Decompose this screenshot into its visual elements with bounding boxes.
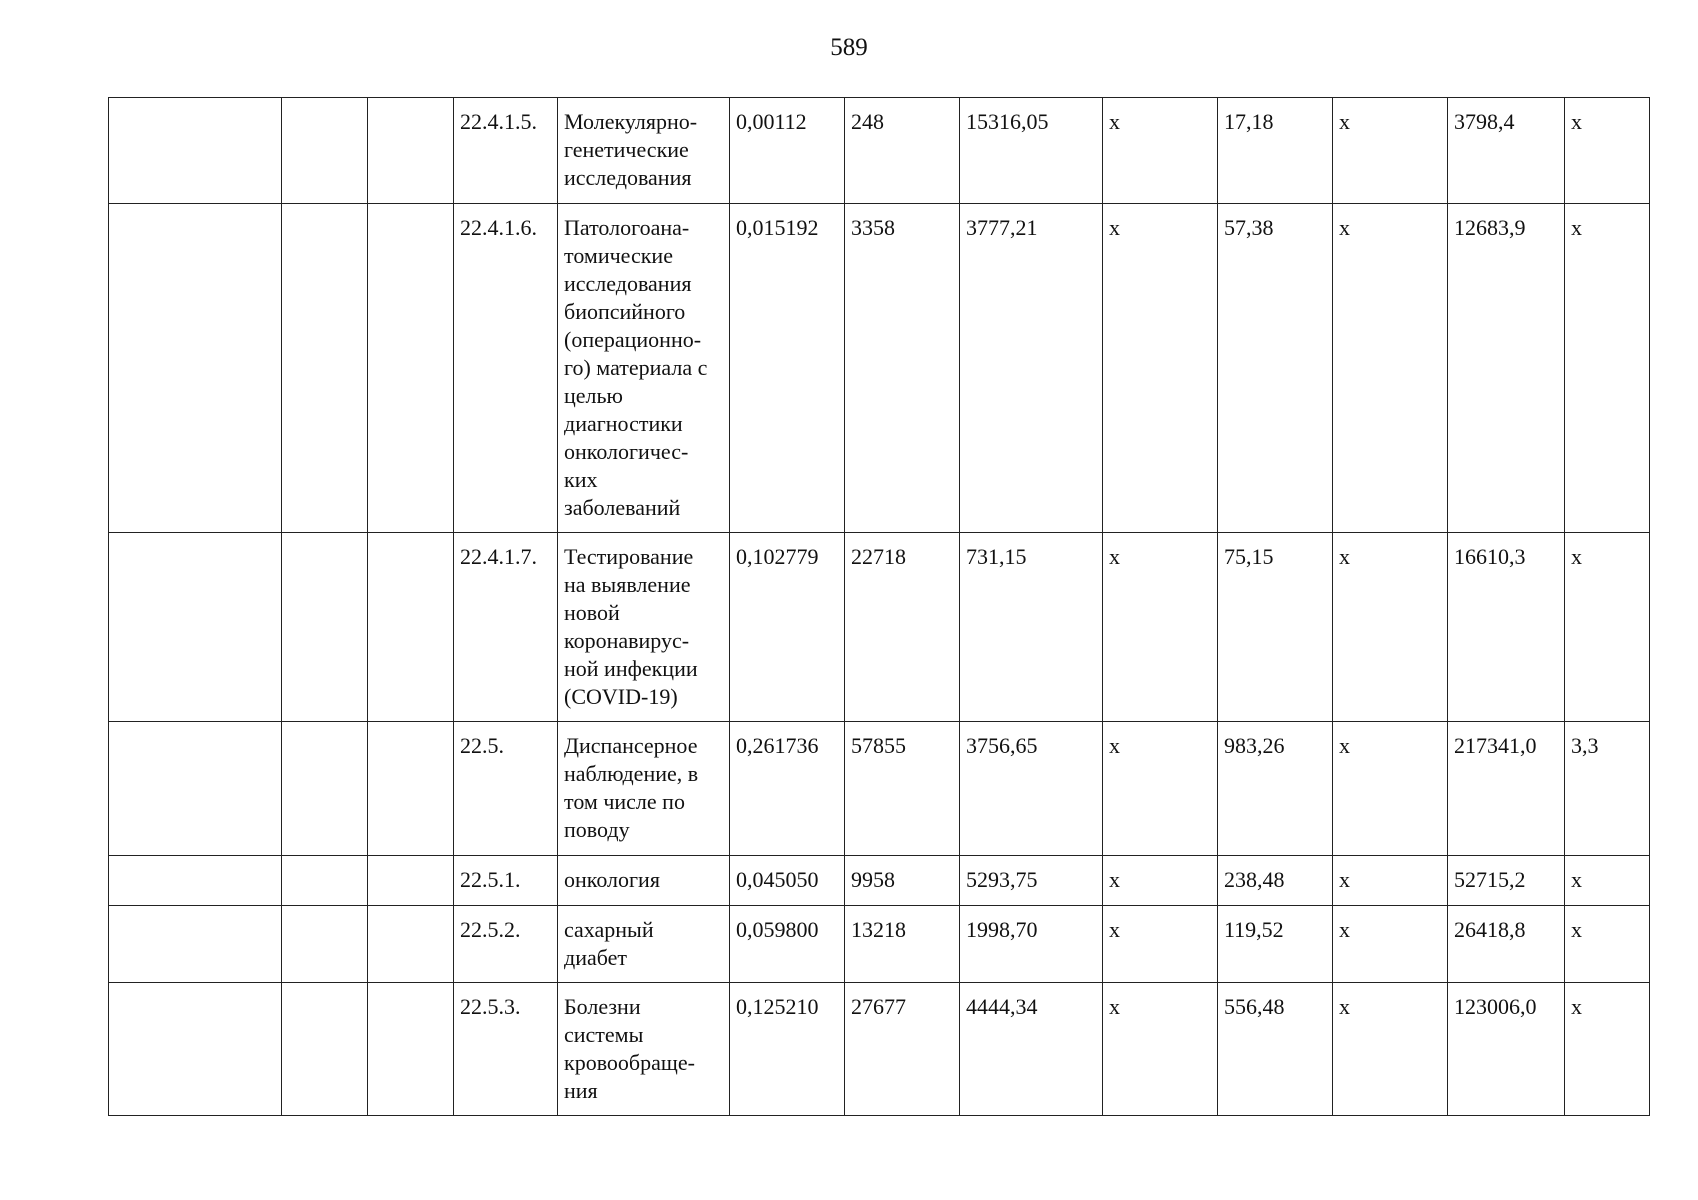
empty-cell (109, 98, 282, 204)
row-last-cell: 3,3 (1565, 722, 1650, 856)
row-share-cell: 0,102779 (730, 533, 845, 722)
row-code-cell: 22.5.1. (454, 856, 558, 906)
row-count-cell: 9958 (845, 856, 960, 906)
row-name-cell: Патологоана- томические исследования биопсийного (операционно- го) материала с целью диагностики онкологичес- ких заболеваний (558, 204, 730, 533)
row-name-cell: онкология (558, 856, 730, 906)
row-last-cell: х (1565, 856, 1650, 906)
row-last-cell: х (1565, 204, 1650, 533)
row-total-cell: 16610,3 (1448, 533, 1565, 722)
row-name-cell: Тестирование на выявление новой коронавирус- ной инфекции (COVID-19) (558, 533, 730, 722)
empty-cell (368, 98, 454, 204)
row-total-cell: 3798,4 (1448, 98, 1565, 204)
row-value-cell: 75,15 (1218, 533, 1333, 722)
row-share-cell: 0,059800 (730, 906, 845, 983)
row-count-cell: 27677 (845, 983, 960, 1116)
row-last-cell: х (1565, 98, 1650, 204)
row-total-cell: 26418,8 (1448, 906, 1565, 983)
empty-cell (368, 856, 454, 906)
row-code-cell: 22.4.1.7. (454, 533, 558, 722)
row-col-x1-cell: х (1103, 906, 1218, 983)
table-row (109, 533, 1650, 722)
row-col-x2-cell: х (1333, 98, 1448, 204)
empty-cell (109, 204, 282, 533)
empty-cell (368, 533, 454, 722)
row-name-cell: Болезни системы кровообраще- ния (558, 983, 730, 1116)
row-col-x2-cell: х (1333, 983, 1448, 1116)
row-value-cell: 556,48 (1218, 983, 1333, 1116)
empty-cell (282, 98, 368, 204)
row-cost-cell: 731,15 (960, 533, 1103, 722)
data-table (108, 97, 1650, 1116)
row-value-cell: 119,52 (1218, 906, 1333, 983)
row-cost-cell: 3756,65 (960, 722, 1103, 856)
row-code-cell: 22.5. (454, 722, 558, 856)
empty-cell (282, 204, 368, 533)
row-value-cell: 983,26 (1218, 722, 1333, 856)
row-last-cell: х (1565, 906, 1650, 983)
empty-cell (109, 983, 282, 1116)
row-share-cell: 0,00112 (730, 98, 845, 204)
empty-cell (109, 856, 282, 906)
row-share-cell: 0,125210 (730, 983, 845, 1116)
table-row (109, 856, 1650, 906)
empty-cell (368, 983, 454, 1116)
table-row (109, 204, 1650, 533)
row-count-cell: 57855 (845, 722, 960, 856)
row-code-cell: 22.5.2. (454, 906, 558, 983)
row-col-x2-cell: х (1333, 204, 1448, 533)
row-total-cell: 12683,9 (1448, 204, 1565, 533)
row-col-x1-cell: х (1103, 856, 1218, 906)
empty-cell (109, 533, 282, 722)
row-col-x1-cell: х (1103, 533, 1218, 722)
empty-cell (368, 906, 454, 983)
empty-cell (282, 906, 368, 983)
row-cost-cell: 3777,21 (960, 204, 1103, 533)
row-code-cell: 22.5.3. (454, 983, 558, 1116)
row-share-cell: 0,045050 (730, 856, 845, 906)
table-body (109, 98, 1650, 1116)
row-total-cell: 217341,0 (1448, 722, 1565, 856)
table-row (109, 906, 1650, 983)
row-name-cell: сахарный диабет (558, 906, 730, 983)
row-count-cell: 248 (845, 98, 960, 204)
row-value-cell: 238,48 (1218, 856, 1333, 906)
row-col-x2-cell: х (1333, 722, 1448, 856)
row-code-cell: 22.4.1.5. (454, 98, 558, 204)
row-cost-cell: 5293,75 (960, 856, 1103, 906)
row-col-x1-cell: х (1103, 983, 1218, 1116)
row-code-cell: 22.4.1.6. (454, 204, 558, 533)
empty-cell (368, 722, 454, 856)
row-count-cell: 22718 (845, 533, 960, 722)
row-col-x2-cell: х (1333, 856, 1448, 906)
row-last-cell: х (1565, 983, 1650, 1116)
empty-cell (368, 204, 454, 533)
row-count-cell: 13218 (845, 906, 960, 983)
row-value-cell: 17,18 (1218, 98, 1333, 204)
row-share-cell: 0,015192 (730, 204, 845, 533)
empty-cell (282, 983, 368, 1116)
row-cost-cell: 15316,05 (960, 98, 1103, 204)
empty-cell (282, 533, 368, 722)
row-total-cell: 123006,0 (1448, 983, 1565, 1116)
row-count-cell: 3358 (845, 204, 960, 533)
row-col-x1-cell: х (1103, 98, 1218, 204)
empty-cell (282, 856, 368, 906)
row-total-cell: 52715,2 (1448, 856, 1565, 906)
row-col-x2-cell: х (1333, 906, 1448, 983)
empty-cell (109, 722, 282, 856)
row-col-x2-cell: х (1333, 533, 1448, 722)
row-last-cell: х (1565, 533, 1650, 722)
table-row (109, 98, 1650, 204)
row-col-x1-cell: х (1103, 722, 1218, 856)
table-row (109, 722, 1650, 856)
table-row (109, 983, 1650, 1116)
page-number: 589 (830, 34, 868, 61)
empty-cell (282, 722, 368, 856)
empty-cell (109, 906, 282, 983)
row-col-x1-cell: х (1103, 204, 1218, 533)
row-name-cell: Молекулярно- генетические исследования (558, 98, 730, 204)
row-value-cell: 57,38 (1218, 204, 1333, 533)
row-cost-cell: 1998,70 (960, 906, 1103, 983)
row-name-cell: Диспансерное наблюдение, в том числе по поводу (558, 722, 730, 856)
row-share-cell: 0,261736 (730, 722, 845, 856)
row-cost-cell: 4444,34 (960, 983, 1103, 1116)
